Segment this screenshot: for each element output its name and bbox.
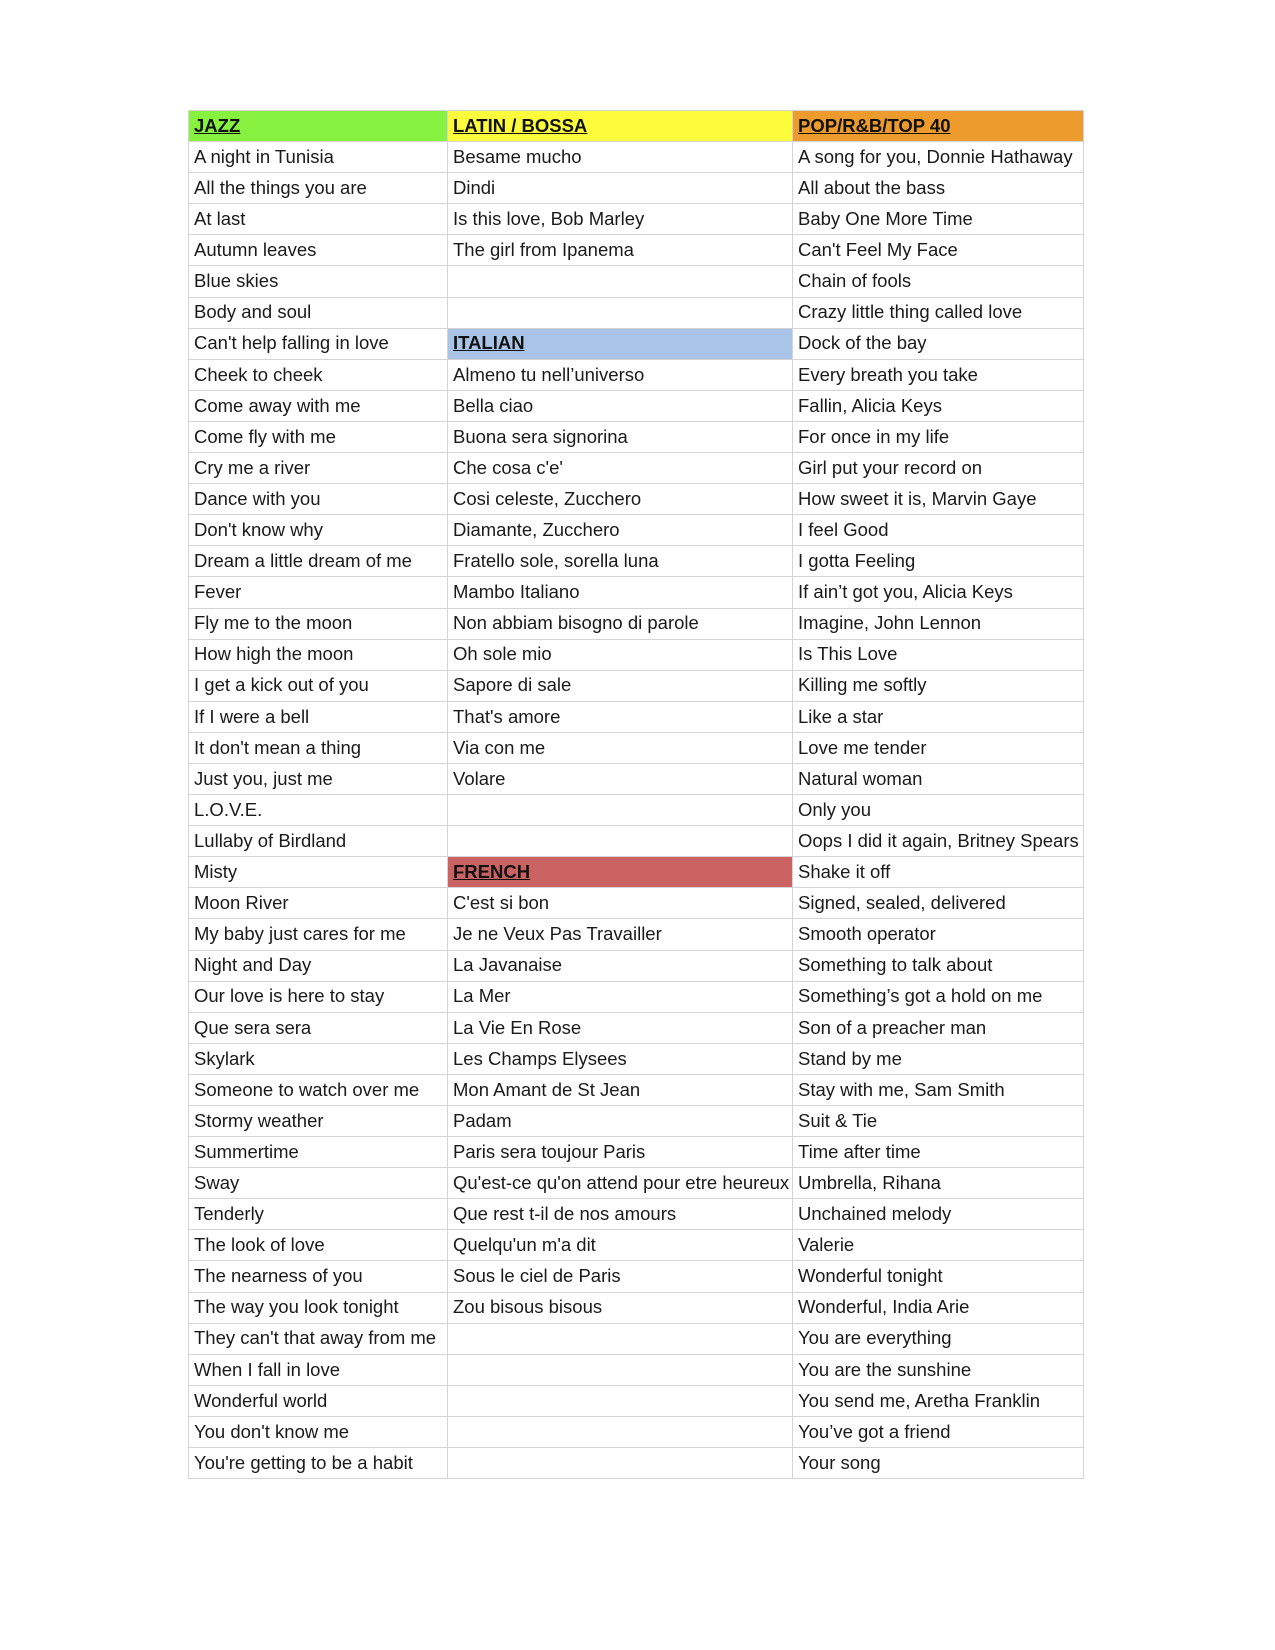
pop-song: Crazy little thing called love	[793, 297, 1084, 328]
song-row	[189, 701, 1084, 732]
song-row	[189, 1354, 1084, 1385]
song-row	[189, 950, 1084, 981]
song-row	[189, 795, 1084, 826]
jazz-song: At last	[189, 204, 448, 235]
jazz-song: Don't know why	[189, 515, 448, 546]
jazz-song: Moon River	[189, 888, 448, 919]
jazz-song: The nearness of you	[189, 1261, 448, 1292]
pop-song: Unchained melody	[793, 1199, 1084, 1230]
empty-cell	[448, 297, 793, 328]
italian-song: Cosi celeste, Zucchero	[448, 484, 793, 515]
jazz-song: A night in Tunisia	[189, 142, 448, 173]
italian-song: Via con me	[448, 732, 793, 763]
song-row	[189, 546, 1084, 577]
song-row	[189, 390, 1084, 421]
song-row	[189, 142, 1084, 173]
song-row	[189, 919, 1084, 950]
pop-song: Baby One More Time	[793, 204, 1084, 235]
song-row	[189, 732, 1084, 763]
song-row	[189, 173, 1084, 204]
pop-song: How sweet it is, Marvin Gaye	[793, 484, 1084, 515]
french-header: FRENCH	[448, 857, 793, 888]
pop-song: Shake it off	[793, 857, 1084, 888]
jazz-song: Dance with you	[189, 484, 448, 515]
jazz-song: L.O.V.E.	[189, 795, 448, 826]
song-row	[189, 639, 1084, 670]
song-row	[189, 1106, 1084, 1137]
pop-header: POP/R&B/TOP 40	[793, 111, 1084, 142]
italian-song: Bella ciao	[448, 390, 793, 421]
song-row	[189, 608, 1084, 639]
jazz-song: Can't help falling in love	[189, 328, 448, 359]
jazz-song: They can't that away from me	[189, 1323, 448, 1354]
italian-song: Buona sera signorina	[448, 421, 793, 452]
song-row	[189, 204, 1084, 235]
pop-song: Girl put your record on	[793, 453, 1084, 484]
song-row	[189, 1416, 1084, 1447]
song-row	[189, 1385, 1084, 1416]
latin-song: Besame mucho	[448, 142, 793, 173]
italian-song: Non abbiam bisogno di parole	[448, 608, 793, 639]
empty-cell	[448, 795, 793, 826]
french-song: Mon Amant de St Jean	[448, 1074, 793, 1105]
jazz-song: Skylark	[189, 1043, 448, 1074]
jazz-song: Come away with me	[189, 390, 448, 421]
pop-song: For once in my life	[793, 421, 1084, 452]
song-row	[189, 577, 1084, 608]
pop-song: Your song	[793, 1448, 1084, 1479]
jazz-song: You're getting to be a habit	[189, 1448, 448, 1479]
song-row	[189, 453, 1084, 484]
jazz-song: Stormy weather	[189, 1106, 448, 1137]
jazz-song: Que sera sera	[189, 1012, 448, 1043]
jazz-song: Misty	[189, 857, 448, 888]
song-row	[189, 484, 1084, 515]
jazz-song: My baby just cares for me	[189, 919, 448, 950]
jazz-song: Body and soul	[189, 297, 448, 328]
pop-song: Can't Feel My Face	[793, 235, 1084, 266]
jazz-song: How high the moon	[189, 639, 448, 670]
song-row	[189, 235, 1084, 266]
pop-song: Dock of the bay	[793, 328, 1084, 359]
jazz-song: The way you look tonight	[189, 1292, 448, 1323]
pop-song: Something to talk about	[793, 950, 1084, 981]
jazz-song: Fly me to the moon	[189, 608, 448, 639]
pop-song: I gotta Feeling	[793, 546, 1084, 577]
jazz-song: When I fall in love	[189, 1354, 448, 1385]
pop-song: Is This Love	[793, 639, 1084, 670]
jazz-song: Come fly with me	[189, 421, 448, 452]
pop-song: Stand by me	[793, 1043, 1084, 1074]
jazz-song: Wonderful world	[189, 1385, 448, 1416]
pop-song: A song for you, Donnie Hathaway	[793, 142, 1084, 173]
pop-song: All about the bass	[793, 173, 1084, 204]
pop-song: Fallin, Alicia Keys	[793, 390, 1084, 421]
song-row	[189, 670, 1084, 701]
pop-song: Smooth operator	[793, 919, 1084, 950]
jazz-song: Cheek to cheek	[189, 359, 448, 390]
pop-song: Stay with me, Sam Smith	[793, 1074, 1084, 1105]
pop-song: Chain of fools	[793, 266, 1084, 297]
french-song: La Mer	[448, 981, 793, 1012]
italian-song: Mambo Italiano	[448, 577, 793, 608]
pop-song: If ain’t got you, Alicia Keys	[793, 577, 1084, 608]
italian-header: ITALIAN	[448, 328, 793, 359]
header-row	[189, 111, 1084, 142]
jazz-song: Someone to watch over me	[189, 1074, 448, 1105]
jazz-song: Cry me a river	[189, 453, 448, 484]
song-row	[189, 1230, 1084, 1261]
song-row	[189, 266, 1084, 297]
song-row	[189, 981, 1084, 1012]
jazz-song: Summertime	[189, 1137, 448, 1168]
jazz-song: Dream a little dream of me	[189, 546, 448, 577]
pop-song: I feel Good	[793, 515, 1084, 546]
jazz-song: Sway	[189, 1168, 448, 1199]
song-row	[189, 1448, 1084, 1479]
song-row	[189, 1199, 1084, 1230]
pop-song: Son of a preacher man	[793, 1012, 1084, 1043]
pop-song: Wonderful tonight	[793, 1261, 1084, 1292]
french-song: Qu'est-ce qu'on attend pour etre heureux	[448, 1168, 793, 1199]
pop-song: Oops I did it again, Britney Spears	[793, 826, 1084, 857]
french-song: Zou bisous bisous	[448, 1292, 793, 1323]
pop-song: Valerie	[793, 1230, 1084, 1261]
italian-song: Volare	[448, 763, 793, 794]
song-row	[189, 297, 1084, 328]
french-song: Quelqu'un m'a dit	[448, 1230, 793, 1261]
italian-song: That's amore	[448, 701, 793, 732]
jazz-song: Blue skies	[189, 266, 448, 297]
pop-song: Time after time	[793, 1137, 1084, 1168]
song-row	[189, 1168, 1084, 1199]
italian-song: Almeno tu nell’universo	[448, 359, 793, 390]
pop-song: Only you	[793, 795, 1084, 826]
empty-cell	[448, 1448, 793, 1479]
jazz-song: Autumn leaves	[189, 235, 448, 266]
song-row	[189, 1043, 1084, 1074]
italian-song: Sapore di sale	[448, 670, 793, 701]
jazz-song: It don't mean a thing	[189, 732, 448, 763]
pop-song: Like a star	[793, 701, 1084, 732]
empty-cell	[448, 266, 793, 297]
pop-song: You send me, Aretha Franklin	[793, 1385, 1084, 1416]
pop-song: Something’s got a hold on me	[793, 981, 1084, 1012]
jazz-header: JAZZ	[189, 111, 448, 142]
song-row	[189, 1137, 1084, 1168]
italian-song: Fratello sole, sorella luna	[448, 546, 793, 577]
jazz-song: Tenderly	[189, 1199, 448, 1230]
song-row	[189, 857, 1084, 888]
jazz-song: All the things you are	[189, 173, 448, 204]
pop-song: Every breath you take	[793, 359, 1084, 390]
pop-song: You are everything	[793, 1323, 1084, 1354]
french-song: C'est si bon	[448, 888, 793, 919]
empty-cell	[448, 826, 793, 857]
pop-song: Imagine, John Lennon	[793, 608, 1084, 639]
jazz-song: Just you, just me	[189, 763, 448, 794]
empty-cell	[448, 1354, 793, 1385]
jazz-song: Night and Day	[189, 950, 448, 981]
song-row	[189, 826, 1084, 857]
jazz-song: I get a kick out of you	[189, 670, 448, 701]
song-row	[189, 888, 1084, 919]
pop-song: Suit & Tie	[793, 1106, 1084, 1137]
jazz-song: Fever	[189, 577, 448, 608]
pop-song: Signed, sealed, delivered	[793, 888, 1084, 919]
empty-cell	[448, 1385, 793, 1416]
jazz-song: Lullaby of Birdland	[189, 826, 448, 857]
song-row	[189, 1292, 1084, 1323]
french-song: Sous le ciel de Paris	[448, 1261, 793, 1292]
song-row	[189, 763, 1084, 794]
italian-song: Oh sole mio	[448, 639, 793, 670]
song-row	[189, 515, 1084, 546]
song-row	[189, 328, 1084, 359]
song-list-table	[188, 110, 1084, 1479]
pop-song: Love me tender	[793, 732, 1084, 763]
italian-song: Che cosa c'e'	[448, 453, 793, 484]
song-row	[189, 1323, 1084, 1354]
french-song: Les Champs Elysees	[448, 1043, 793, 1074]
pop-song: Natural woman	[793, 763, 1084, 794]
french-song: Paris sera toujour Paris	[448, 1137, 793, 1168]
latin-song: The girl from Ipanema	[448, 235, 793, 266]
pop-song: Killing me softly	[793, 670, 1084, 701]
song-row	[189, 1074, 1084, 1105]
jazz-song: The look of love	[189, 1230, 448, 1261]
latin-header: LATIN / BOSSA	[448, 111, 793, 142]
french-song: La Javanaise	[448, 950, 793, 981]
song-row	[189, 1012, 1084, 1043]
jazz-song: If I were a bell	[189, 701, 448, 732]
french-song: Je ne Veux Pas Travailler	[448, 919, 793, 950]
latin-song: Is this love, Bob Marley	[448, 204, 793, 235]
song-row	[189, 421, 1084, 452]
pop-song: Umbrella, Rihana	[793, 1168, 1084, 1199]
jazz-song: You don't know me	[189, 1416, 448, 1447]
italian-song: Diamante, Zucchero	[448, 515, 793, 546]
pop-song: Wonderful, India Arie	[793, 1292, 1084, 1323]
song-row	[189, 1261, 1084, 1292]
song-row	[189, 359, 1084, 390]
empty-cell	[448, 1416, 793, 1447]
empty-cell	[448, 1323, 793, 1354]
french-song: Padam	[448, 1106, 793, 1137]
latin-song: Dindi	[448, 173, 793, 204]
pop-song: You’ve got a friend	[793, 1416, 1084, 1447]
french-song: La Vie En Rose	[448, 1012, 793, 1043]
french-song: Que rest t-il de nos amours	[448, 1199, 793, 1230]
jazz-song: Our love is here to stay	[189, 981, 448, 1012]
pop-song: You are the sunshine	[793, 1354, 1084, 1385]
